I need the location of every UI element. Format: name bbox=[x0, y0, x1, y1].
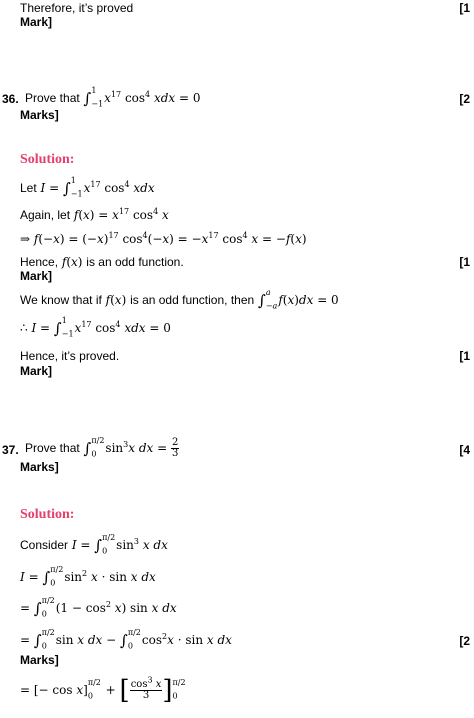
solution-line: Let I = ∫$^1$ $_{-1}x^{17}$ $\cos^4$ xdx bbox=[20, 176, 155, 199]
marks-label-cont: Marks] bbox=[20, 653, 59, 667]
mark-label: [1 bbox=[459, 1, 470, 15]
marks-label: [2 bbox=[459, 634, 470, 648]
question-37-statement: Prove that ∫$^{\pi/2}$ $_0$ $\sin^3x$ dx = $\frac{2}{3}$ bbox=[25, 436, 179, 459]
marks-label-cont: Marks] bbox=[20, 460, 59, 474]
proved-text: Therefore, it’s proved bbox=[20, 1, 134, 15]
mark-label-cont: Mark] bbox=[20, 364, 53, 378]
solution-heading: Solution: bbox=[20, 507, 75, 522]
solution-line: Hence, f(x) is an odd function. bbox=[20, 255, 184, 269]
marks-label: [2 bbox=[459, 92, 470, 106]
solution-line: ∴ I = ∫$^1$ $_{-1}x^{17}$ $\cos^4$ xdx = 0 bbox=[20, 316, 171, 339]
question-number: 37. bbox=[2, 443, 19, 457]
conclusion-text: Hence, it’s proved. bbox=[20, 349, 120, 363]
mark-label: [1 bbox=[459, 255, 470, 269]
mark-label-cont: Mark] bbox=[20, 15, 53, 29]
question-36-statement: Prove that ∫$^1$ $_{-1}x^{17}$ $\cos^4$ xdx = 0 bbox=[25, 86, 201, 109]
solution-line: I = ∫$^{\pi/2}$ $_0$ $\sin^2 x \cdot \sin x$ dx bbox=[20, 565, 156, 588]
solution-line: We know that if f(x) is an odd function, then ∫$^a$ $_{-a}$f(x)dx = 0 bbox=[20, 288, 339, 311]
solution-line: = ∫$^{\pi/2}$ $_0$ sin x dx − ∫$^{\pi/2}$ $_0$ $\cos^2x \cdot \sin x$ dx bbox=[20, 628, 232, 651]
marks-label-cont: Marks] bbox=[20, 108, 59, 122]
mark-label: [1 bbox=[459, 349, 470, 363]
solution-line: = [− cos x]$^{\pi/2}$ $_0$ + [ $\frac{\cos^3 x}{3}$ ]$^{\pi/2}$ $_0$ bbox=[20, 675, 186, 706]
mark-label-cont: Mark] bbox=[20, 269, 53, 283]
marks-label: [4 bbox=[459, 443, 470, 457]
solution-line: ⇒ $f(-x) = (-x)^{17}$ $\cos^4(-x) = -x^{17}$ $\cos^4 x = -f(x)$ bbox=[20, 231, 307, 246]
question-number: 36. bbox=[2, 92, 19, 106]
solution-heading: Solution: bbox=[20, 152, 75, 167]
solution-line: Consider I = ∫$^{\pi/2}$ $_0$ $\sin^3 x$ dx bbox=[20, 533, 168, 556]
solution-line: = ∫$^{\pi/2}$ $_0$ $(1 - \cos^2 x)$ sin x dx bbox=[20, 596, 177, 619]
solution-line: Again, let $f(x) = x^{17}$ $\cos^4 x$ bbox=[20, 207, 169, 222]
